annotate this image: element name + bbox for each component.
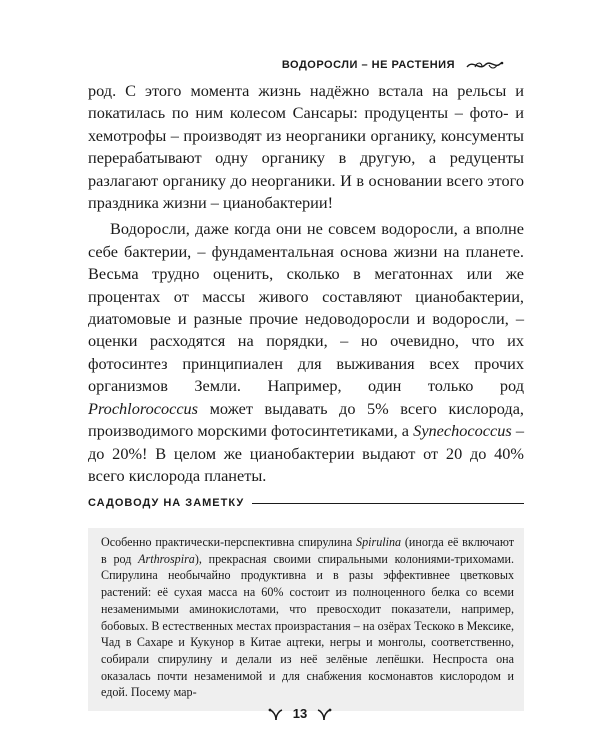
- flourish-ornament-icon: [465, 58, 505, 72]
- paragraph-2: Водоросли, даже когда они не совсем водоросли, а вполне себе бактерии, – фундаментальная основа жизни на планете. Весьма трудно оценить, сколько в мегатоннах или же процентах от массы живого составляют цианобактерии, диатомовые и разные прочие недоводоросли и водоросли, – оценки расходятся на порядки, – но очевидно, что их фотосинтез принципиален для выживания всех прочих организмов Земли. Например, один только род Prochlorococcus может выдавать до 5% всего кислорода, производимого морскими фотосинтетиками, а Synechococcus – до 20%! В целом же цианобактерии выдают от 20 до 40% всего кислорода планеты.: [88, 219, 524, 485]
- sidebar-box: [88, 528, 524, 711]
- sidebar-title: САДОВОДУ НА ЗАМЕТКУ: [88, 497, 245, 509]
- right-sprout-ornament-icon: [315, 707, 333, 721]
- paragraph-1: род. С этого момента жизнь надёжно встала на рельсы и покатилась по ним колесом Сансары: продуценты – фото- и хемотрофы – производят из неорганики органику, консументы перерабатывают одну органику в другую, а редуценты разлагают органику до неорганики. И в основании всего этого праздника жизни – цианобактерии!: [88, 81, 524, 213]
- page-number: 13: [292, 706, 308, 721]
- running-head: [282, 58, 505, 72]
- running-head-title: ВОДОРОСЛИ – НЕ РАСТЕНИЯ: [281, 59, 455, 71]
- page-footer: [0, 706, 600, 721]
- sidebar-header: [88, 494, 524, 512]
- main-text: [88, 80, 524, 487]
- sidebar-rule: [252, 503, 524, 504]
- gardener-note-sidebar: [88, 494, 524, 711]
- left-sprout-ornament-icon: [267, 707, 285, 721]
- sidebar-text: Особенно практически-перспективна спирулина Spirulina (иногда её включают в род Arthrospira), прекрасная своими спиральными колониями-трихомами. Спирулина необычайно продуктивна и в разы эффективнее цветковых растений: её сухая масса на 60% состоит из полноценного белка со всеми незаменимыми аминокислотами, что превосходит показатели, например, бобовых. В естественных местах произрастания – на озёрах Тескоко в Мексике, Чад в Сахаре и Кукунор в Китае ацтеки, негры и монголы, соответственно, собирали спирулину и делали из неё зелёные лепёшки. Неспроста она оказалась почти незаменимой и для снабжения космонавтов кислородом и едой. Посему мар-: [101, 535, 514, 700]
